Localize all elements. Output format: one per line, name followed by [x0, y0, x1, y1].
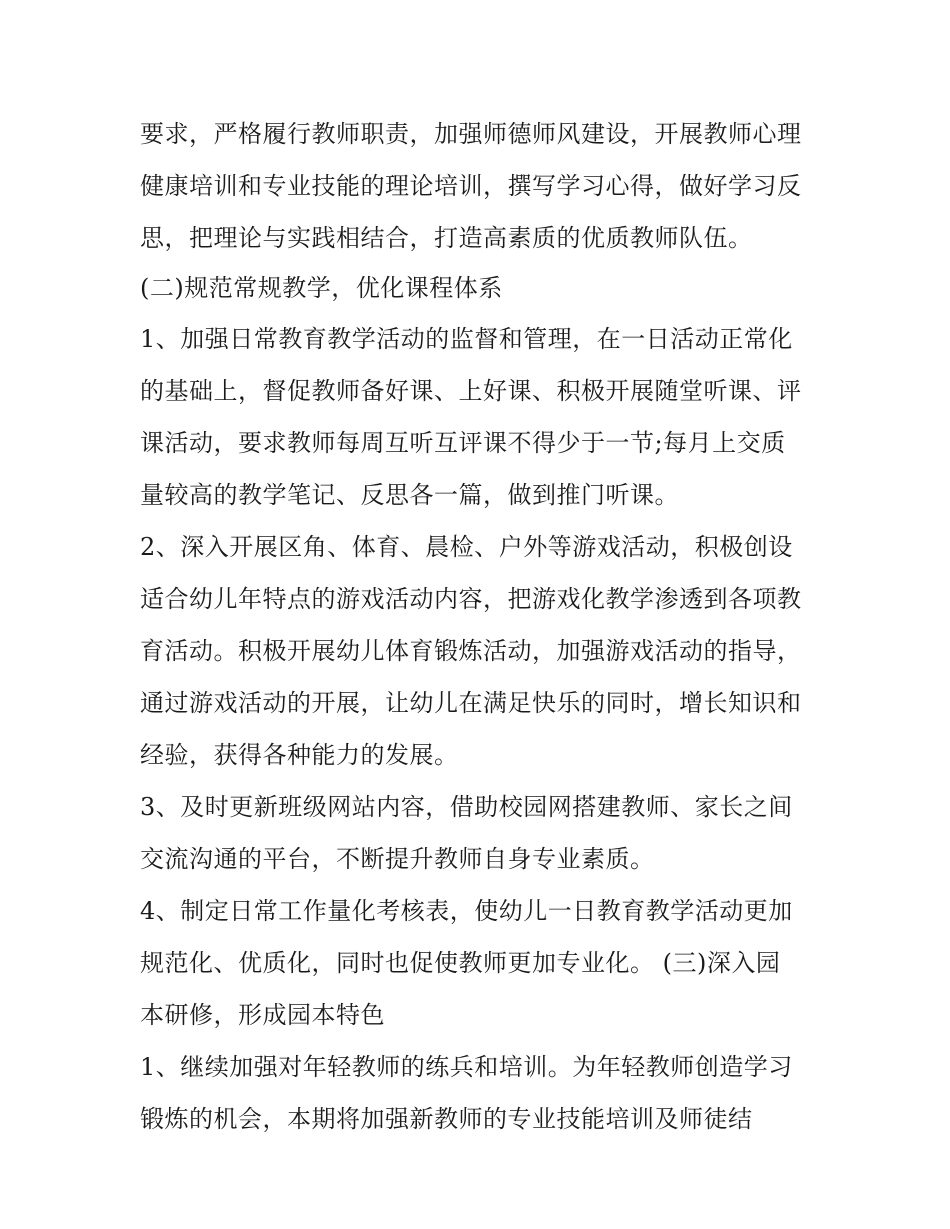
text-line: 量较高的教学笔记、反思各一篇，做到推门听课。 — [140, 481, 679, 509]
text-line: 健康培训和专业技能的理论培训，撰写学习心得，做好学习反 — [140, 172, 802, 200]
section-heading: (二)规范常规教学，优化课程体系 — [140, 274, 503, 302]
text-line: 要求，严格履行教师职责，加强师德师风建设，开展教师心理 — [140, 120, 802, 148]
text-line: 思，把理论与实践相结合，打造高素质的优质教师队伍。 — [140, 224, 753, 252]
text-line: 通过游戏活动的开展，让幼儿在满足快乐的同时，增长知识和 — [140, 689, 802, 717]
text-line: 的基础上，督促教师备好课、上好课、积极开展随堂听课、评 — [140, 377, 802, 405]
document-body — [140, 108, 820, 1145]
text-line: 本研修，形成园本特色 — [140, 1001, 385, 1029]
text-line: 3、及时更新班级网站内容，借助校园网搭建教师、家长之间 — [140, 793, 793, 821]
text-line: 适合幼儿年特点的游戏活动内容，把游戏化教学渗透到各项教 — [140, 585, 802, 613]
text-line: 经验，获得各种能力的发展。 — [140, 741, 459, 769]
text-line: 规范化、优质化，同时也促使教师更加专业化。 (三)深入园 — [140, 949, 781, 977]
text-line: 2、深入开展区角、体育、晨检、户外等游戏活动，积极创设 — [140, 533, 793, 561]
text-line: 交流沟通的平台，不断提升教师自身专业素质。 — [140, 845, 655, 873]
text-line: 育活动。积极开展幼儿体育锻炼活动，加强游戏活动的指导， — [140, 637, 802, 665]
text-line: 1、继续加强对年轻教师的练兵和培训。为年轻教师创造学习 — [140, 1053, 793, 1081]
text-line: 1、加强日常教育教学活动的监督和管理，在一日活动正常化 — [140, 325, 793, 353]
text-line: 课活动，要求教师每周互听互评课不得少于一节;每月上交质 — [140, 429, 786, 457]
text-line: 锻炼的机会，本期将加强新教师的专业技能培训及师徒结 — [140, 1105, 753, 1133]
text-line: 4、制定日常工作量化考核表，使幼儿一日教育教学活动更加 — [140, 897, 793, 925]
